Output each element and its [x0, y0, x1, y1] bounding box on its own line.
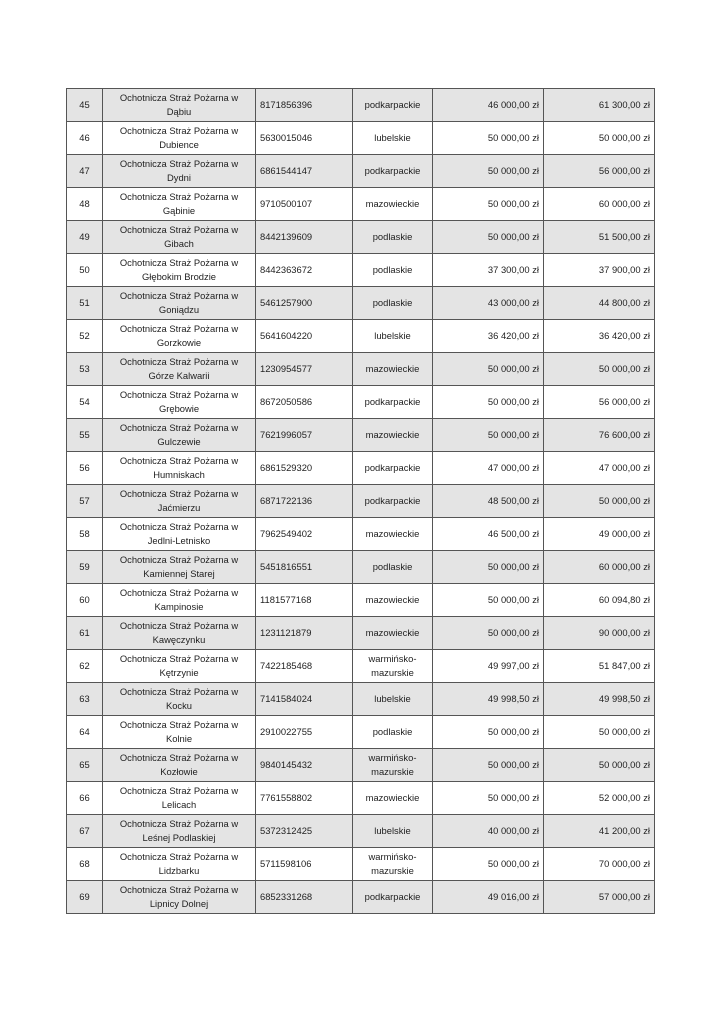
- row-number-cell: 54: [67, 386, 103, 419]
- amount-total-cell: 51 847,00 zł: [544, 650, 655, 683]
- amount-granted-cell: 50 000,00 zł: [433, 749, 544, 782]
- amount-granted-cell: 46 000,00 zł: [433, 89, 544, 122]
- nip-number-cell: 7141584024: [256, 683, 353, 716]
- unit-name-cell: Ochotnicza Straż Pożarna w Leśnej Podlaskiej: [103, 815, 256, 848]
- amount-total-cell: 50 000,00 zł: [544, 122, 655, 155]
- grants-table: [66, 88, 655, 914]
- amount-granted-cell: 50 000,00 zł: [433, 155, 544, 188]
- row-number-cell: 64: [67, 716, 103, 749]
- amount-granted-cell: 50 000,00 zł: [433, 584, 544, 617]
- amount-granted-cell: 40 000,00 zł: [433, 815, 544, 848]
- amount-total-cell: 47 000,00 zł: [544, 452, 655, 485]
- nip-number-cell: 6852331268: [256, 881, 353, 914]
- voivodeship-cell: warmińsko-mazurskie: [353, 749, 433, 782]
- unit-name-cell: Ochotnicza Straż Pożarna w Gorzkowie: [103, 320, 256, 353]
- unit-name-cell: Ochotnicza Straż Pożarna w Kampinosie: [103, 584, 256, 617]
- table-row: [67, 749, 655, 782]
- amount-total-cell: 70 000,00 zł: [544, 848, 655, 881]
- amount-total-cell: 50 000,00 zł: [544, 353, 655, 386]
- row-number-cell: 52: [67, 320, 103, 353]
- row-number-cell: 59: [67, 551, 103, 584]
- voivodeship-cell: podlaskie: [353, 254, 433, 287]
- amount-granted-cell: 50 000,00 zł: [433, 617, 544, 650]
- unit-name-cell: Ochotnicza Straż Pożarna w Gibach: [103, 221, 256, 254]
- unit-name-cell: Ochotnicza Straż Pożarna w Jaćmierzu: [103, 485, 256, 518]
- nip-number-cell: 5711598106: [256, 848, 353, 881]
- voivodeship-cell: podkarpackie: [353, 485, 433, 518]
- row-number-cell: 49: [67, 221, 103, 254]
- unit-name-cell: Ochotnicza Straż Pożarna w Lidzbarku: [103, 848, 256, 881]
- amount-total-cell: 60 000,00 zł: [544, 188, 655, 221]
- nip-number-cell: 6871722136: [256, 485, 353, 518]
- amount-granted-cell: 50 000,00 zł: [433, 122, 544, 155]
- table-row: [67, 452, 655, 485]
- voivodeship-cell: lubelskie: [353, 683, 433, 716]
- row-number-cell: 63: [67, 683, 103, 716]
- amount-total-cell: 61 300,00 zł: [544, 89, 655, 122]
- amount-granted-cell: 49 998,50 zł: [433, 683, 544, 716]
- amount-total-cell: 52 000,00 zł: [544, 782, 655, 815]
- nip-number-cell: 7962549402: [256, 518, 353, 551]
- table-row: [67, 650, 655, 683]
- table-row: [67, 320, 655, 353]
- table-row: [67, 287, 655, 320]
- voivodeship-cell: podkarpackie: [353, 155, 433, 188]
- unit-name-cell: Ochotnicza Straż Pożarna w Górze Kalwarii: [103, 353, 256, 386]
- row-number-cell: 68: [67, 848, 103, 881]
- amount-granted-cell: 50 000,00 zł: [433, 782, 544, 815]
- voivodeship-cell: lubelskie: [353, 122, 433, 155]
- unit-name-cell: Ochotnicza Straż Pożarna w Dąbiu: [103, 89, 256, 122]
- amount-granted-cell: 37 300,00 zł: [433, 254, 544, 287]
- amount-granted-cell: 50 000,00 zł: [433, 353, 544, 386]
- table-body: [67, 89, 655, 914]
- row-number-cell: 65: [67, 749, 103, 782]
- voivodeship-cell: lubelskie: [353, 320, 433, 353]
- table-row: [67, 551, 655, 584]
- amount-total-cell: 36 420,00 zł: [544, 320, 655, 353]
- nip-number-cell: 8442139609: [256, 221, 353, 254]
- unit-name-cell: Ochotnicza Straż Pożarna w Dubience: [103, 122, 256, 155]
- amount-total-cell: 37 900,00 zł: [544, 254, 655, 287]
- amount-total-cell: 60 000,00 zł: [544, 551, 655, 584]
- amount-granted-cell: 50 000,00 zł: [433, 188, 544, 221]
- amount-total-cell: 90 000,00 zł: [544, 617, 655, 650]
- unit-name-cell: Ochotnicza Straż Pożarna w Kocku: [103, 683, 256, 716]
- amount-granted-cell: 50 000,00 zł: [433, 716, 544, 749]
- nip-number-cell: 7422185468: [256, 650, 353, 683]
- table-row: [67, 89, 655, 122]
- amount-granted-cell: 50 000,00 zł: [433, 386, 544, 419]
- amount-total-cell: 56 000,00 zł: [544, 386, 655, 419]
- row-number-cell: 69: [67, 881, 103, 914]
- table-row: [67, 683, 655, 716]
- voivodeship-cell: podkarpackie: [353, 881, 433, 914]
- row-number-cell: 53: [67, 353, 103, 386]
- row-number-cell: 66: [67, 782, 103, 815]
- nip-number-cell: 8442363672: [256, 254, 353, 287]
- amount-granted-cell: 48 500,00 zł: [433, 485, 544, 518]
- amount-total-cell: 60 094,80 zł: [544, 584, 655, 617]
- amount-total-cell: 50 000,00 zł: [544, 749, 655, 782]
- nip-number-cell: 5461257900: [256, 287, 353, 320]
- unit-name-cell: Ochotnicza Straż Pożarna w Lelicach: [103, 782, 256, 815]
- amount-total-cell: 50 000,00 zł: [544, 716, 655, 749]
- row-number-cell: 46: [67, 122, 103, 155]
- nip-number-cell: 1231121879: [256, 617, 353, 650]
- table-row: [67, 122, 655, 155]
- unit-name-cell: Ochotnicza Straż Pożarna w Humniskach: [103, 452, 256, 485]
- amount-total-cell: 41 200,00 zł: [544, 815, 655, 848]
- voivodeship-cell: mazowieckie: [353, 584, 433, 617]
- row-number-cell: 51: [67, 287, 103, 320]
- unit-name-cell: Ochotnicza Straż Pożarna w Kętrzynie: [103, 650, 256, 683]
- amount-total-cell: 49 000,00 zł: [544, 518, 655, 551]
- unit-name-cell: Ochotnicza Straż Pożarna w Gąbinie: [103, 188, 256, 221]
- row-number-cell: 57: [67, 485, 103, 518]
- table-row: [67, 419, 655, 452]
- unit-name-cell: Ochotnicza Straż Pożarna w Goniądzu: [103, 287, 256, 320]
- unit-name-cell: Ochotnicza Straż Pożarna w Głębokim Brodzie: [103, 254, 256, 287]
- nip-number-cell: 5451816551: [256, 551, 353, 584]
- amount-total-cell: 56 000,00 zł: [544, 155, 655, 188]
- amount-granted-cell: 36 420,00 zł: [433, 320, 544, 353]
- nip-number-cell: 8171856396: [256, 89, 353, 122]
- row-number-cell: 56: [67, 452, 103, 485]
- nip-number-cell: 5641604220: [256, 320, 353, 353]
- table-row: [67, 848, 655, 881]
- row-number-cell: 62: [67, 650, 103, 683]
- table-row: [67, 485, 655, 518]
- amount-granted-cell: 50 000,00 zł: [433, 419, 544, 452]
- table-row: [67, 353, 655, 386]
- amount-granted-cell: 50 000,00 zł: [433, 848, 544, 881]
- voivodeship-cell: mazowieckie: [353, 188, 433, 221]
- unit-name-cell: Ochotnicza Straż Pożarna w Gulczewie: [103, 419, 256, 452]
- unit-name-cell: Ochotnicza Straż Pożarna w Dydni: [103, 155, 256, 188]
- nip-number-cell: 6861529320: [256, 452, 353, 485]
- amount-total-cell: 51 500,00 zł: [544, 221, 655, 254]
- voivodeship-cell: warmińsko-mazurskie: [353, 848, 433, 881]
- voivodeship-cell: podkarpackie: [353, 452, 433, 485]
- nip-number-cell: 9840145432: [256, 749, 353, 782]
- row-number-cell: 50: [67, 254, 103, 287]
- nip-number-cell: 1181577168: [256, 584, 353, 617]
- nip-number-cell: 9710500107: [256, 188, 353, 221]
- voivodeship-cell: podlaskie: [353, 221, 433, 254]
- table-row: [67, 188, 655, 221]
- table-row: [67, 815, 655, 848]
- amount-total-cell: 50 000,00 zł: [544, 485, 655, 518]
- table-row: [67, 221, 655, 254]
- unit-name-cell: Ochotnicza Straż Pożarna w Kozłowie: [103, 749, 256, 782]
- unit-name-cell: Ochotnicza Straż Pożarna w Jedlni-Letnisko: [103, 518, 256, 551]
- table-row: [67, 155, 655, 188]
- voivodeship-cell: podkarpackie: [353, 89, 433, 122]
- voivodeship-cell: podkarpackie: [353, 386, 433, 419]
- voivodeship-cell: mazowieckie: [353, 419, 433, 452]
- unit-name-cell: Ochotnicza Straż Pożarna w Kolnie: [103, 716, 256, 749]
- voivodeship-cell: warmińsko-mazurskie: [353, 650, 433, 683]
- voivodeship-cell: mazowieckie: [353, 353, 433, 386]
- row-number-cell: 60: [67, 584, 103, 617]
- table-row: [67, 617, 655, 650]
- row-number-cell: 58: [67, 518, 103, 551]
- table-row: [67, 782, 655, 815]
- table-row: [67, 881, 655, 914]
- table-row: [67, 716, 655, 749]
- voivodeship-cell: podlaskie: [353, 287, 433, 320]
- amount-granted-cell: 49 016,00 zł: [433, 881, 544, 914]
- table-row: [67, 254, 655, 287]
- voivodeship-cell: lubelskie: [353, 815, 433, 848]
- row-number-cell: 45: [67, 89, 103, 122]
- voivodeship-cell: mazowieckie: [353, 518, 433, 551]
- nip-number-cell: 5372312425: [256, 815, 353, 848]
- voivodeship-cell: mazowieckie: [353, 617, 433, 650]
- table-row: [67, 584, 655, 617]
- unit-name-cell: Ochotnicza Straż Pożarna w Lipnicy Dolnej: [103, 881, 256, 914]
- amount-granted-cell: 49 997,00 zł: [433, 650, 544, 683]
- nip-number-cell: 2910022755: [256, 716, 353, 749]
- voivodeship-cell: mazowieckie: [353, 782, 433, 815]
- amount-total-cell: 57 000,00 zł: [544, 881, 655, 914]
- unit-name-cell: Ochotnicza Straż Pożarna w Kamiennej Starej: [103, 551, 256, 584]
- amount-granted-cell: 47 000,00 zł: [433, 452, 544, 485]
- nip-number-cell: 5630015046: [256, 122, 353, 155]
- nip-number-cell: 7761558802: [256, 782, 353, 815]
- row-number-cell: 67: [67, 815, 103, 848]
- amount-total-cell: 76 600,00 zł: [544, 419, 655, 452]
- amount-total-cell: 49 998,50 zł: [544, 683, 655, 716]
- nip-number-cell: 1230954577: [256, 353, 353, 386]
- amount-granted-cell: 46 500,00 zł: [433, 518, 544, 551]
- unit-name-cell: Ochotnicza Straż Pożarna w Kawęczynku: [103, 617, 256, 650]
- table-row: [67, 518, 655, 551]
- row-number-cell: 55: [67, 419, 103, 452]
- amount-granted-cell: 50 000,00 zł: [433, 551, 544, 584]
- nip-number-cell: 7621996057: [256, 419, 353, 452]
- nip-number-cell: 6861544147: [256, 155, 353, 188]
- unit-name-cell: Ochotnicza Straż Pożarna w Grębowie: [103, 386, 256, 419]
- nip-number-cell: 8672050586: [256, 386, 353, 419]
- table-row: [67, 386, 655, 419]
- row-number-cell: 61: [67, 617, 103, 650]
- amount-granted-cell: 43 000,00 zł: [433, 287, 544, 320]
- amount-granted-cell: 50 000,00 zł: [433, 221, 544, 254]
- voivodeship-cell: podlaskie: [353, 716, 433, 749]
- row-number-cell: 48: [67, 188, 103, 221]
- voivodeship-cell: podlaskie: [353, 551, 433, 584]
- amount-total-cell: 44 800,00 zł: [544, 287, 655, 320]
- row-number-cell: 47: [67, 155, 103, 188]
